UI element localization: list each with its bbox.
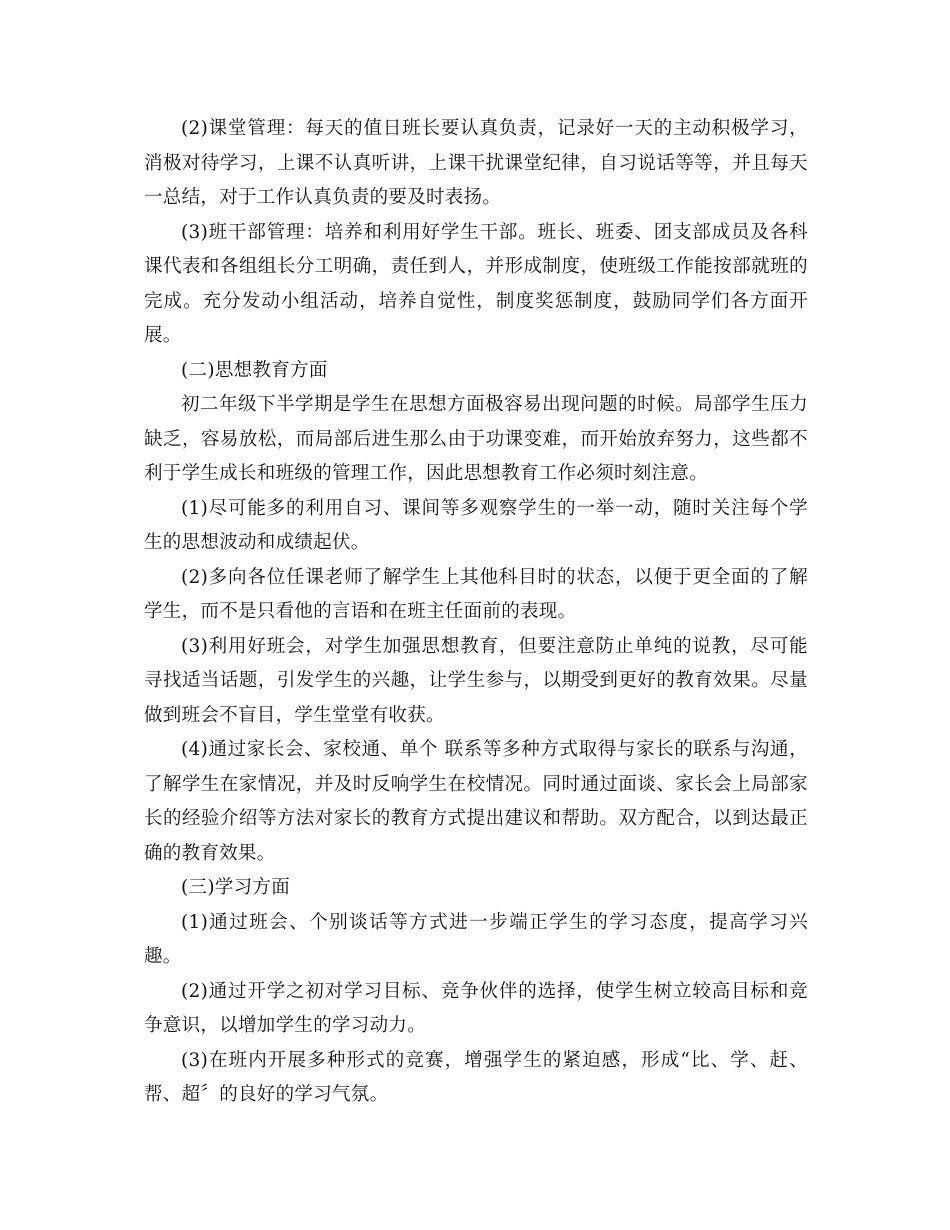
document-page: [144, 112, 808, 1113]
paragraph-study-item-2: (2)通过开学之初对学习目标、竞争伙伴的选择，使学生树立较高目标和竞争意识，以增加学生的学习动力。: [144, 980, 808, 1036]
paragraph-study-item-3: (3)在班内开展多种形式的竞赛，增强学生的紧迫感，形成“比、学、赶、帮、超〞的良好的学习气氛。: [144, 1049, 808, 1105]
paragraph-study-item-1: (1)通过班会、个别谈话等方式进一步端正学生的学习态度，提高学习兴趣。: [144, 911, 808, 967]
paragraph-ideology-item-1: (1)尽可能多的利用自习、课间等多观察学生的一举一动，随时关注每个学生的思想波动和成绩起伏。: [144, 497, 808, 553]
paragraph-ideology-item-3: (3)利用好班会，对学生加强思想教育，但要注意防止单纯的说教，尽可能寻找适当话题，引发学生的兴趣，让学生参与，以期受到更好的教育效果。尽量做到班会不盲目，学生堂堂有收获。: [144, 635, 808, 726]
section-heading-ideological-education: (二)思想教育方面: [181, 359, 328, 381]
paragraph-ideology-item-2: (2)多向各位任课老师了解学生上其他科目时的状态，以便于更全面的了解学生，而不是只看他的言语和在班主任面前的表现。: [144, 566, 808, 622]
section-heading-study: (三)学习方面: [181, 877, 291, 898]
paragraph-class-cadre-management: (3)班干部管理：培养和利用好学生干部。班长、班委、团支部成员及各科课代表和各组组长分工明确，责任到人，并形成制度，使班级工作能按部就班的完成。充分发动小组活动，培养自觉性，制度奖惩制度，鼓励同学们各方面开展。: [144, 221, 808, 346]
paragraph-ideological-intro: 初二年级下半学期是学生在思想方面极容易出现问题的时候。局部学生压力缺乏，容易放松，而局部后进生那么由于功课变难，而开始放弃努力，这些都不利于学生成长和班级的管理工作，因此思想教育工作必须时刻注意。: [144, 394, 808, 484]
paragraph-classroom-management: (2)课堂管理：每天的值日班长要认真负责，记录好一天的主动积极学习，消极对待学习，上课不认真听讲，上课干扰课堂纪律，自习说话等等，并且每天一总结，对于工作认真负责的要及时表扬。: [144, 118, 808, 208]
paragraph-ideology-item-4: (4)通过家长会、家校通、单个 联系等多种方式取得与家长的联系与沟通，了解学生在家情况，并及时反响学生在校情况。同时通过面谈、家长会上局部家长的经验介绍等方法对家长的教育方式提出建议和帮助。双方配合，以到达最正确的教育效果。: [144, 739, 808, 864]
